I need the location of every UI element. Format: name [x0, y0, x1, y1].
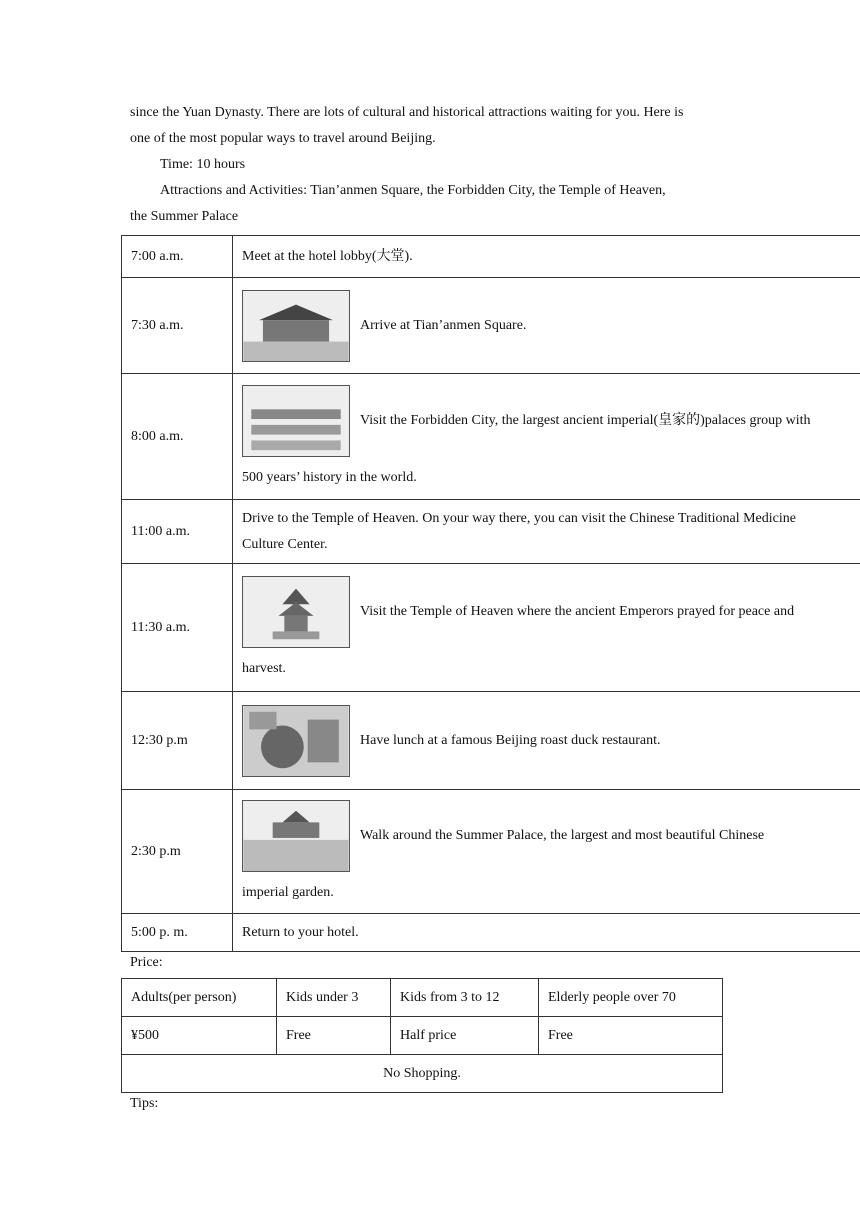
table-row [122, 790, 860, 914]
activity-cell [233, 500, 860, 564]
time-cell: 12:30 p.m [122, 692, 233, 790]
activity-text: Have lunch at a famous Beijing roast duck restaurant. [360, 732, 661, 748]
activity-cell [233, 790, 860, 914]
activity-text: Visit the Forbidden City, the largest ancient imperial(皇家的)palaces group with [360, 412, 811, 428]
activity-cell [233, 692, 860, 790]
table-row [122, 500, 860, 564]
price-label: Price: [130, 955, 163, 970]
price-table [121, 978, 723, 1093]
activity-text: Walk around the Summer Palace, the largest and most beautiful Chinese [360, 827, 765, 843]
price-header: Kids under 3 [277, 979, 391, 1017]
price-value: Free [277, 1017, 391, 1055]
tiananmen-photo-icon [242, 290, 350, 362]
time-cell: 11:00 a.m. [122, 500, 233, 564]
attractions-line-1: Attractions and Activities: Tian’anmen Square, the Forbidden City, the Temple of Heaven, [160, 183, 666, 198]
activity-text: Arrive at Tian’anmen Square. [360, 317, 527, 333]
price-value: Half price [391, 1017, 539, 1055]
forbidden-city-photo-icon [242, 385, 350, 457]
price-header: Kids from 3 to 12 [391, 979, 539, 1017]
activity-text-continued: imperial garden. [242, 884, 334, 900]
table-row [122, 1017, 723, 1055]
table-row [122, 374, 860, 500]
time-cell: 7:30 a.m. [122, 278, 233, 374]
table-row [122, 564, 860, 692]
time-cell: 11:30 a.m. [122, 564, 233, 692]
intro-line-2: one of the most popular ways to travel around Beijing. [130, 131, 436, 146]
tips-label: Tips: [130, 1096, 159, 1111]
activity-text: Drive to the Temple of Heaven. On your way there, you can visit the Chinese Traditional Medicine [242, 510, 796, 526]
activity-text: Meet at the hotel lobby(大堂). [242, 248, 413, 264]
table-row [122, 236, 860, 278]
price-header: Adults(per person) [122, 979, 277, 1017]
activity-text-continued: Culture Center. [242, 536, 328, 552]
price-value: ¥500 [122, 1017, 277, 1055]
tour-time: Time: 10 hours [160, 157, 246, 172]
time-cell: 5:00 p. m. [122, 914, 233, 952]
roast-duck-photo-icon [242, 705, 350, 777]
table-row [122, 979, 723, 1017]
activity-cell [233, 914, 860, 952]
activity-cell [233, 374, 860, 500]
activity-text: Visit the Temple of Heaven where the ancient Emperors prayed for peace and [360, 603, 795, 619]
price-header: Elderly people over 70 [539, 979, 723, 1017]
schedule-table [121, 235, 860, 952]
table-row [122, 914, 860, 952]
table-row [122, 692, 860, 790]
summer-palace-photo-icon [242, 800, 350, 872]
activity-text: Return to your hotel. [242, 924, 359, 940]
intro-line-1: since the Yuan Dynasty. There are lots of cultural and historical attractions waiting for you. Here is [130, 105, 684, 120]
price-note: No Shopping. [122, 1055, 723, 1093]
activity-cell [233, 564, 860, 692]
activity-text-continued: 500 years’ history in the world. [242, 469, 417, 485]
table-row [122, 1055, 723, 1093]
activity-cell [233, 278, 860, 374]
table-row [122, 278, 860, 374]
time-cell: 2:30 p.m [122, 790, 233, 914]
price-value: Free [539, 1017, 723, 1055]
attractions-line-2: the Summer Palace [130, 209, 239, 224]
activity-text-continued: harvest. [242, 660, 286, 676]
temple-of-heaven-photo-icon [242, 576, 350, 648]
activity-cell [233, 236, 860, 278]
time-cell: 8:00 a.m. [122, 374, 233, 500]
time-cell: 7:00 a.m. [122, 236, 233, 278]
